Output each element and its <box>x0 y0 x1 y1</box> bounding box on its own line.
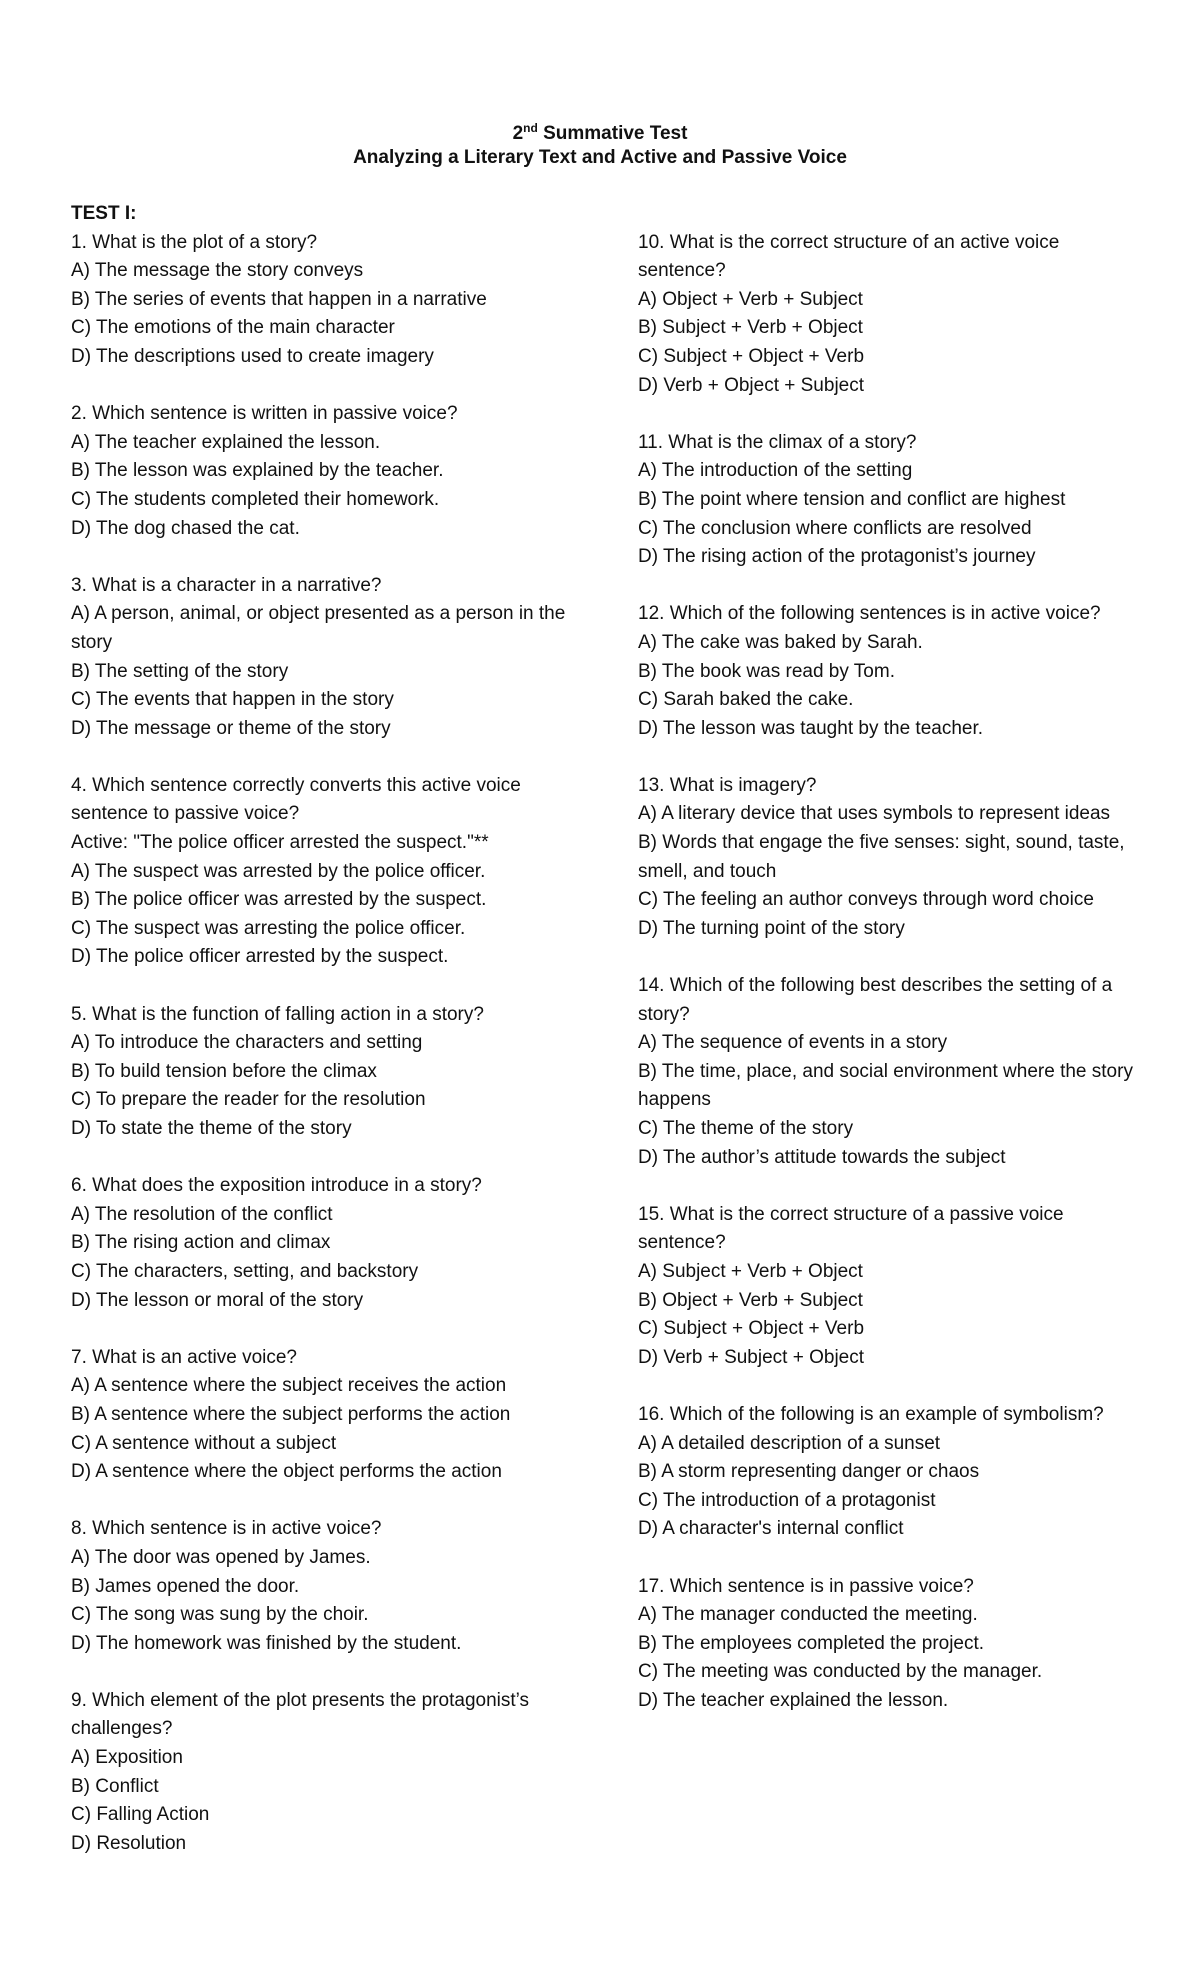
choice-c: C) The emotions of the main character <box>71 317 395 339</box>
choice-a: A) The door was opened by James. <box>71 1546 371 1568</box>
choice-a: A) Subject + Verb + Object <box>638 1260 863 1282</box>
choice-b: B) The setting of the story <box>71 660 289 682</box>
question-5 <box>71 1001 571 1144</box>
question-note: Active: "The police officer arrested the suspect."** <box>71 832 489 854</box>
choice-c: C) A sentence without a subject <box>71 1432 337 1454</box>
question-text: 3. What is a character in a narrative? <box>71 574 382 596</box>
question-text: 7. What is an active voice? <box>71 1346 297 1368</box>
choice-b: B) To build tension before the climax <box>71 1060 377 1082</box>
question-text: 16. Which of the following is an example of symbolism? <box>638 1403 1104 1425</box>
choice-c: C) The feeling an author conveys through word choice <box>638 889 1094 911</box>
choice-b: B) The police officer was arrested by the suspect. <box>71 889 487 911</box>
choice-a: A) Object + Verb + Subject <box>638 288 863 310</box>
question-6 <box>71 1172 571 1315</box>
page-subtitle: Analyzing a Literary Text and Active and Passive Voice <box>353 147 847 168</box>
choice-b: B) Conflict <box>71 1775 159 1797</box>
choice-c: C) To prepare the reader for the resolution <box>71 1089 426 1111</box>
left-column <box>71 200 571 1887</box>
question-4 <box>71 772 571 972</box>
question-8 <box>71 1515 571 1658</box>
question-text: 12. Which of the following sentences is in active voice? <box>638 603 1101 625</box>
choice-d: D) The teacher explained the lesson. <box>638 1689 949 1711</box>
choice-a: A) The teacher explained the lesson. <box>71 431 381 453</box>
question-text: 9. Which element of the plot presents the protagonist’s challenges? <box>71 1689 530 1740</box>
choice-a: A) The manager conducted the meeting. <box>638 1604 978 1626</box>
question-text: 14. Which of the following best describes the setting of a story? <box>638 975 1113 1025</box>
choice-b: B) The employees completed the project. <box>638 1632 985 1654</box>
choice-d: D) The homework was finished by the student. <box>71 1632 462 1654</box>
question-13 <box>638 772 1138 944</box>
question-3 <box>71 572 571 744</box>
choice-c: C) The conclusion where conflicts are resolved <box>638 517 1032 539</box>
question-12 <box>638 600 1138 743</box>
title-number: 2 <box>512 123 524 144</box>
title-ordinal: nd <box>523 121 538 135</box>
choice-c: C) The characters, setting, and backstory <box>71 1260 419 1282</box>
choice-b: B) The rising action and climax <box>71 1232 331 1254</box>
choice-a: A) A literary device that uses symbols to represent ideas <box>638 803 1111 825</box>
choice-b: B) The point where tension and conflict are highest <box>638 488 1066 510</box>
question-text: 17. Which sentence is in passive voice? <box>638 1575 974 1597</box>
choice-c: C) The introduction of a protagonist <box>638 1489 936 1511</box>
choice-d: D) Verb + Subject + Object <box>638 1346 865 1368</box>
choice-d: D) Resolution <box>71 1832 187 1854</box>
choice-a: A) The resolution of the conflict <box>71 1203 333 1225</box>
choice-a: A) The message the story conveys <box>71 260 364 282</box>
question-11 <box>638 429 1138 572</box>
question-text: 4. Which sentence correctly converts this active voice sentence to passive voice? <box>71 774 521 825</box>
column-spacer <box>638 200 1138 229</box>
choice-c: C) Subject + Object + Verb <box>638 1318 865 1340</box>
question-17 <box>638 1573 1138 1716</box>
choice-a: A) The cake was baked by Sarah. <box>638 631 923 653</box>
question-text: 5. What is the function of falling action in a story? <box>71 1003 484 1025</box>
question-1 <box>71 229 571 372</box>
choice-a: A) Exposition <box>71 1747 183 1769</box>
choice-a: A) The sequence of events in a story <box>638 1032 948 1054</box>
choice-b: B) Words that engage the five senses: sight, sound, taste, smell, and touch <box>638 832 1125 882</box>
question-2 <box>71 400 571 543</box>
choice-c: C) The students completed their homework. <box>71 488 440 510</box>
choice-c: C) The theme of the story <box>638 1118 854 1139</box>
choice-d: D) The author’s attitude towards the subject <box>638 1146 1006 1168</box>
question-text: 15. What is the correct structure of a passive voice sentence? <box>638 1203 1064 1254</box>
choice-b: B) The time, place, and social environment where the story happens <box>638 1060 1133 1111</box>
choice-c: C) Sarah baked the cake. <box>638 689 854 711</box>
choice-c: C) The suspect was arresting the police officer. <box>71 917 466 939</box>
choice-b: B) James opened the door. <box>71 1575 300 1597</box>
choice-c: C) Falling Action <box>71 1804 210 1826</box>
choice-a: A) The introduction of the setting <box>638 460 913 482</box>
choice-a: A) A person, animal, or object presented as a person in the story <box>71 603 566 653</box>
title-text: Summative Test <box>537 123 688 144</box>
question-text: 11. What is the climax of a story? <box>638 431 917 453</box>
choice-d: D) To state the theme of the story <box>71 1118 352 1139</box>
question-text: 1. What is the plot of a story? <box>71 231 318 253</box>
choice-d: D) The lesson was taught by the teacher. <box>638 717 984 739</box>
choice-a: A) To introduce the characters and setting <box>71 1032 423 1054</box>
choice-b: B) The lesson was explained by the teacher. <box>71 460 444 482</box>
choice-c: C) The song was sung by the choir. <box>71 1604 369 1626</box>
choice-d: D) The rising action of the protagonist’s journey <box>638 546 1036 568</box>
test-heading: TEST I: <box>71 203 137 224</box>
choice-d: D) A character's internal conflict <box>638 1518 904 1540</box>
question-10 <box>638 229 1138 401</box>
right-column <box>638 200 1138 1744</box>
question-15 <box>638 1201 1138 1373</box>
choice-b: B) Subject + Verb + Object <box>638 317 863 339</box>
choice-c: C) Subject + Object + Verb <box>638 345 865 367</box>
choice-d: D) The descriptions used to create imagery <box>71 345 434 367</box>
choice-d: D) The lesson or moral of the story <box>71 1289 364 1311</box>
choice-d: D) A sentence where the object performs the action <box>71 1461 502 1483</box>
question-text: 2. Which sentence is written in passive voice? <box>71 403 458 425</box>
question-text: 8. Which sentence is in active voice? <box>71 1518 382 1540</box>
choice-d: D) The turning point of the story <box>638 917 905 939</box>
choice-d: D) Verb + Object + Subject <box>638 374 865 396</box>
choice-d: D) The message or theme of the story <box>71 717 391 739</box>
question-text: 13. What is imagery? <box>638 774 817 796</box>
choice-b: B) A storm representing danger or chaos <box>638 1461 980 1483</box>
question-14 <box>638 972 1138 1172</box>
choice-a: A) A detailed description of a sunset <box>638 1432 941 1454</box>
question-text: 6. What does the exposition introduce in a story? <box>71 1175 482 1197</box>
choice-b: B) Object + Verb + Subject <box>638 1289 863 1311</box>
choice-c: C) The events that happen in the story <box>71 689 394 711</box>
choice-c: C) The meeting was conducted by the manager. <box>638 1661 1043 1683</box>
choice-a: A) The suspect was arrested by the police officer. <box>71 860 486 882</box>
question-9 <box>71 1687 571 1859</box>
choice-d: D) The police officer arrested by the suspect. <box>71 946 449 968</box>
question-16 <box>638 1401 1138 1544</box>
choice-b: B) The book was read by Tom. <box>638 660 895 682</box>
choice-a: A) A sentence where the subject receives the action <box>71 1375 507 1397</box>
choice-b: B) The series of events that happen in a narrative <box>71 288 487 310</box>
choice-d: D) The dog chased the cat. <box>71 517 300 539</box>
choice-b: B) A sentence where the subject performs the action <box>71 1403 511 1425</box>
question-7 <box>71 1344 571 1487</box>
question-text: 10. What is the correct structure of an active voice sentence? <box>638 231 1060 282</box>
